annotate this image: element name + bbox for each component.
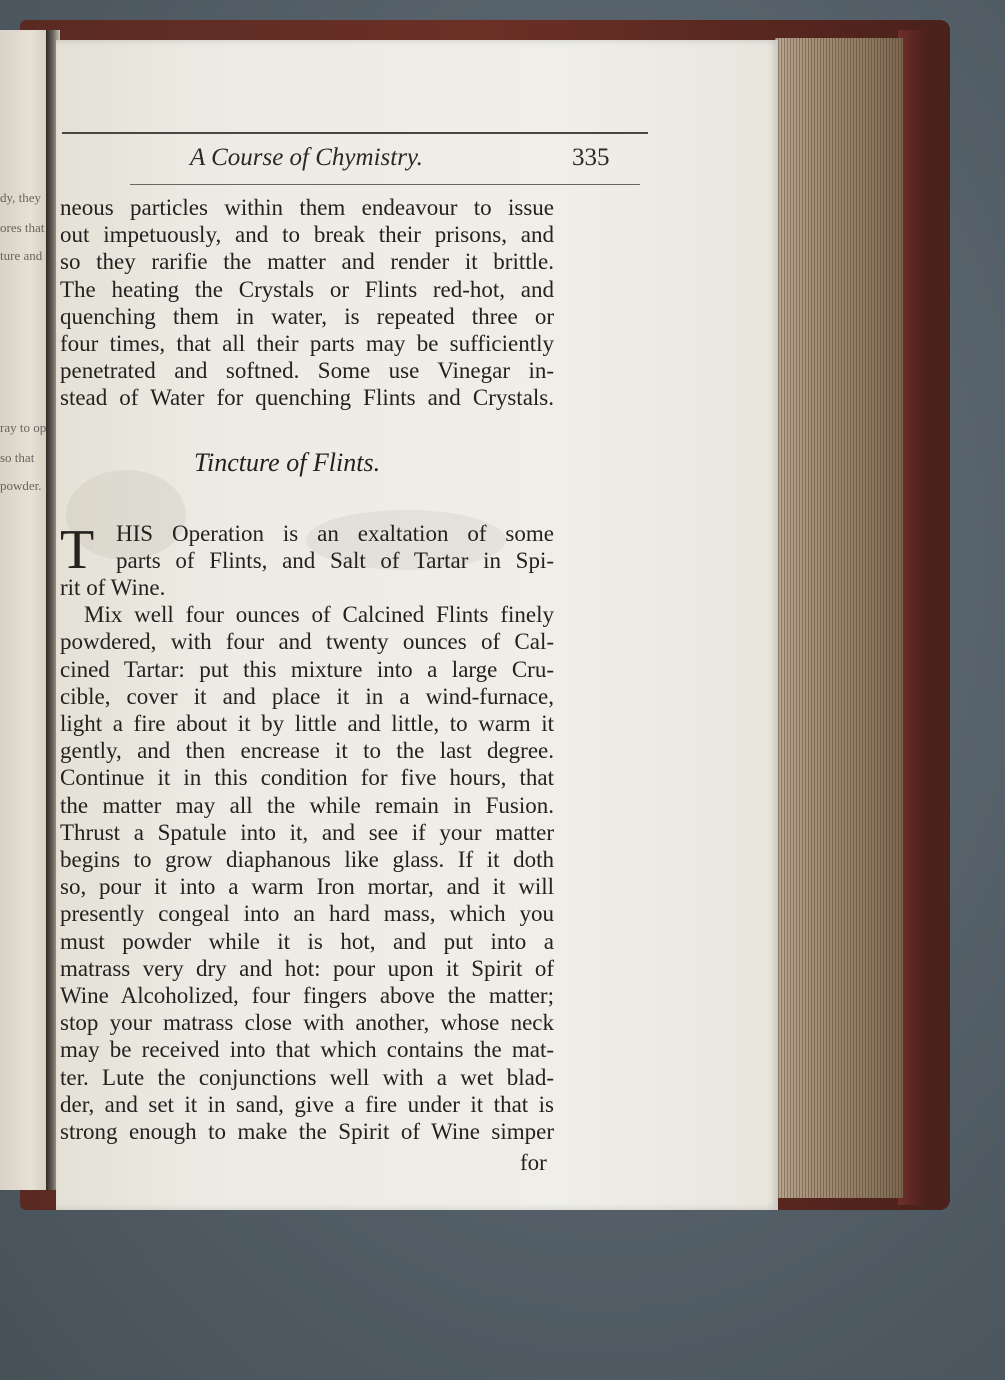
section-heading: Tincture of Flints. <box>194 448 381 477</box>
text-line: Thrust a Spatule into it, and see if your matter <box>60 819 554 845</box>
text-line: HIS Operation is an exaltation of some <box>116 521 554 546</box>
text-line: four times, that all their parts may be sufficiently <box>60 331 554 357</box>
text-line: quenching them in water, is repeated three or <box>60 303 554 329</box>
text-line: penetrated and softned. Some use Vinegar in- <box>60 358 554 384</box>
text-line: powdered, with four and twenty ounces of Cal- <box>60 629 554 655</box>
header-rule <box>130 184 640 185</box>
text-line: cible, cover it and place it in a wind-furnace, <box>60 683 554 709</box>
text-line: ter. Lute the conjunctions well with a wet blad- <box>60 1064 554 1090</box>
paragraph-opening <box>116 520 554 574</box>
text-line: parts of Flints, and Salt of Tartar in Spi- <box>116 548 554 574</box>
text-line: so, pour it into a warm Iron mortar, and it will <box>60 874 554 900</box>
text-line: stop your matrass close with another, whose neck <box>60 1010 554 1036</box>
paragraph-continued <box>60 194 554 412</box>
drop-cap: T <box>60 519 95 581</box>
text-line: the matter may all the while remain in Fusion. <box>60 792 554 818</box>
text-line: begins to grow diaphanous like glass. If it doth <box>60 847 554 873</box>
text-line: Wine Alcoholized, four fingers above the matter; <box>60 983 554 1009</box>
text-line: strong enough to make the Spirit of Wine simper <box>60 1119 554 1145</box>
previous-page-edge: dy, they ores that ture and ray to op so that powder. <box>0 30 52 1190</box>
text-line: rit of Wine. <box>60 575 166 600</box>
running-head: A Course of Chymistry. <box>190 144 423 171</box>
text-line: matrass very dry and hot: pour upon it Spirit of <box>60 955 554 981</box>
paragraph-body <box>60 574 554 1145</box>
page-fore-edge <box>775 38 903 1198</box>
catchword: for <box>520 1150 547 1175</box>
text-line: Continue it in this condition for five hours, that <box>60 765 554 791</box>
text-line: may be received into that which contains the mat- <box>60 1037 554 1063</box>
text-line: so they rarifie the matter and render it brittle. <box>60 249 554 275</box>
text-line: Mix well four ounces of Calcined Flints finely <box>84 602 554 628</box>
text-line: gently, and then encrease it to the last degree. <box>60 738 554 764</box>
text-line: neous particles within them endeavour to issue <box>60 195 554 220</box>
top-rule <box>62 132 648 134</box>
text-line: stead of Water for quenching Flints and Crystals. <box>60 385 554 411</box>
page-number: 335 <box>572 144 610 171</box>
text-line: must powder while it is hot, and put into a <box>60 928 554 954</box>
text-line: out impetuously, and to break their prisons, and <box>60 222 554 248</box>
text-line: presently congeal into an hard mass, which you <box>60 901 554 927</box>
text-line: der, and set it in sand, give a fire under it that is <box>60 1091 554 1117</box>
text-line: cined Tartar: put this mixture into a large Cru- <box>60 656 554 682</box>
text-line: light a fire about it by little and little, to warm it <box>60 711 554 737</box>
text-line: The heating the Crystals or Flints red-hot, and <box>60 276 554 302</box>
